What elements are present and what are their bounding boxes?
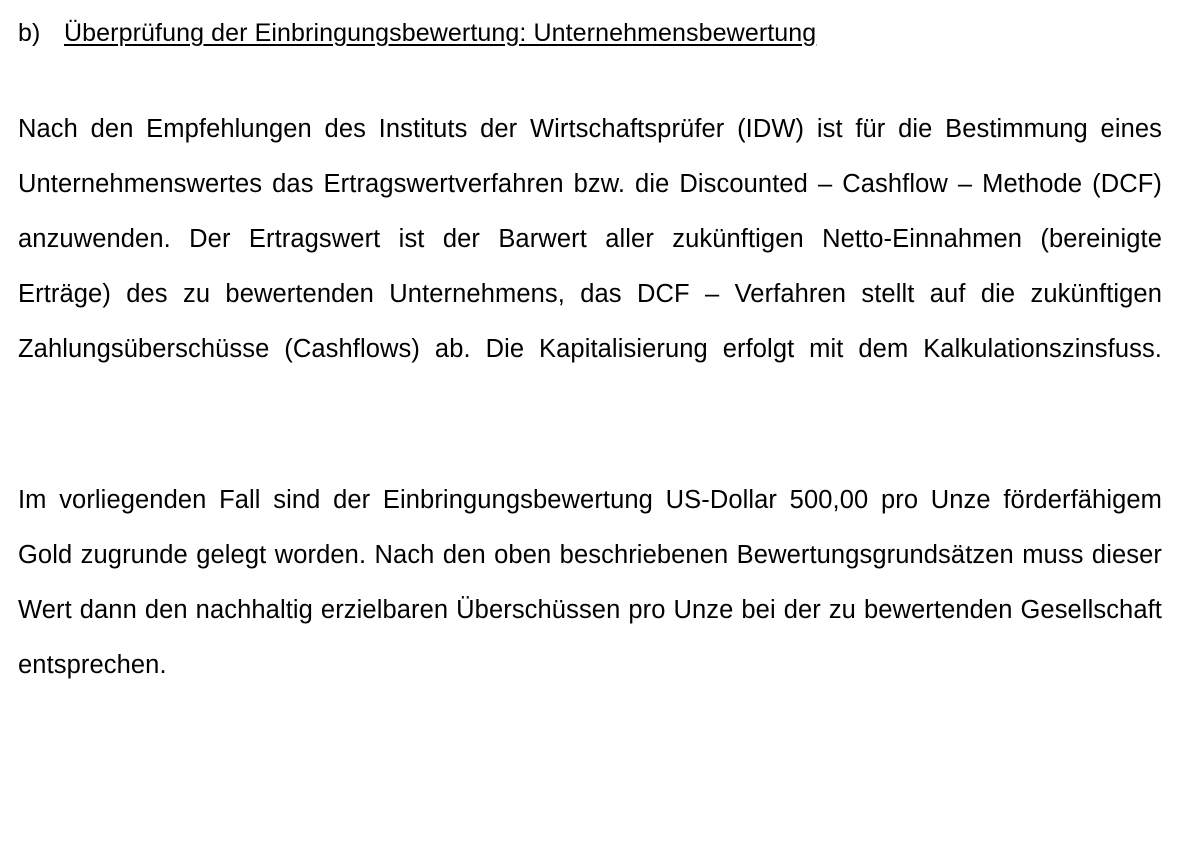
heading-title: Überprüfung der Einbringungsbewertung: Unternehmensbewertung xyxy=(64,19,817,47)
body-paragraph-2: Im vorliegenden Fall sind der Einbringungsbewertung US-Dollar 500,00 pro Unze förderfähigem Gold zugrunde gelegt worden. Nach den oben beschriebenen Bewertungsgrundsätzen muss dieser Wert dann den nachhaltig erzielbaren Überschüssen pro Unze bei der zu bewertenden Gesellschaft entsprechen. xyxy=(18,486,1162,679)
heading-marker: b) xyxy=(18,19,41,47)
section-heading xyxy=(18,16,1162,50)
body-paragraph-1: Nach den Empfehlungen des Instituts der Wirtschaftsprüfer (IDW) ist für die Bestimmung eines Unternehmenswertes das Ertragswertverfahren bzw. die Discounted – Cashflow – Methode (DCF) anzuwenden. Der Ertragswert ist der Barwert aller zukünftigen Netto-Einnahmen (bereinigte Erträge) des zu bewertenden Unternehmens, das DCF – Verfahren stellt auf die zukünftigen Zahlungsüberschüsse (Cashflows) ab. Die Kapitalisierung erfolgt mit dem Kalkulationszinsfuss. xyxy=(18,115,1162,363)
